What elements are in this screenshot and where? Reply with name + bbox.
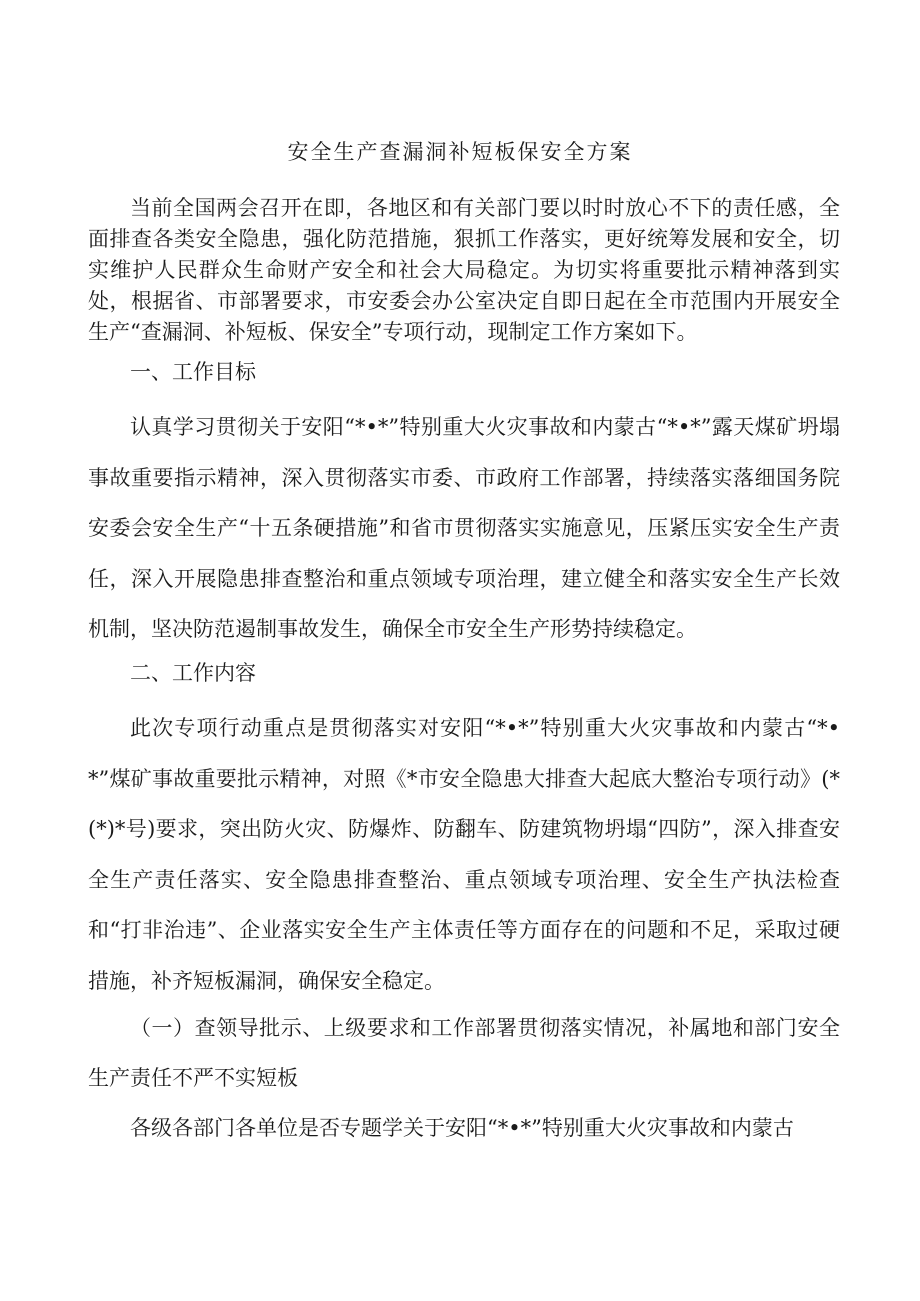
section-1-paragraph: 认真学习贯彻关于安阳“*•*”特别重大火灾事故和内蒙古“*•*”露天煤矿坍塌事故重要指示精神，深入贯彻落实市委、市政府工作部署，持续落实落细国务院安委会安全生产“十五条硬措施”和省市贯彻落实实施意见，压紧压实安全生产责任，深入开展隐患排查整治和重点领域专项治理，建立健全和落实安全生产长效机制，坚决防范遏制事故发生，确保全市安全生产形势持续稳定。 <box>88 415 840 641</box>
subsection-1-paragraph: 各级各部门各单位是否专题学关于安阳“*•*”特别重大火灾事故和内蒙古 <box>130 1116 794 1140</box>
section-1-heading: 一、工作目标 <box>130 360 256 384</box>
section-2-heading: 二、工作内容 <box>130 661 256 685</box>
document-title: 安全生产查漏洞补短板保安全方案 <box>287 140 633 164</box>
section-2-paragraph: 此次专项行动重点是贯彻落实对安阳“*•*”特别重大火灾事故和内蒙古“*•*”煤矿事故重要批示精神，对照《*市安全隐患大排查大起底大整治专项行动》(*(*)*号)要求，突出防火灾、防爆炸、防翻车、防建筑物坍塌“四防”，深入排查安全生产责任落实、安全隐患排查整治、重点领域专项治理、安全生产执法检查和“打非治违”、企业落实安全生产主体责任等方面存在的问题和不足，采取过硬措施，补齐短板漏洞，确保安全稳定。 <box>88 716 840 993</box>
intro-paragraph: 当前全国两会召开在即，各地区和有关部门要以时时放心不下的责任感，全面排查各类安全隐患，强化防范措施，狠抓工作落实，更好统筹发展和安全，切实维护人民群众生命财产安全和社会大局稳定。为切实将重要批示精神落到实处，根据省、市部署要求，市安委会办公室决定自即日起在全市范围内开展安全生产“查漏洞、补短板、保安全”专项行动，现制定工作方案如下。 <box>88 196 840 344</box>
subsection-1-heading: （一）查领导批示、上级要求和工作部署贯彻落实情况，补属地和部门安全生产责任不严不实短板 <box>88 1016 840 1090</box>
